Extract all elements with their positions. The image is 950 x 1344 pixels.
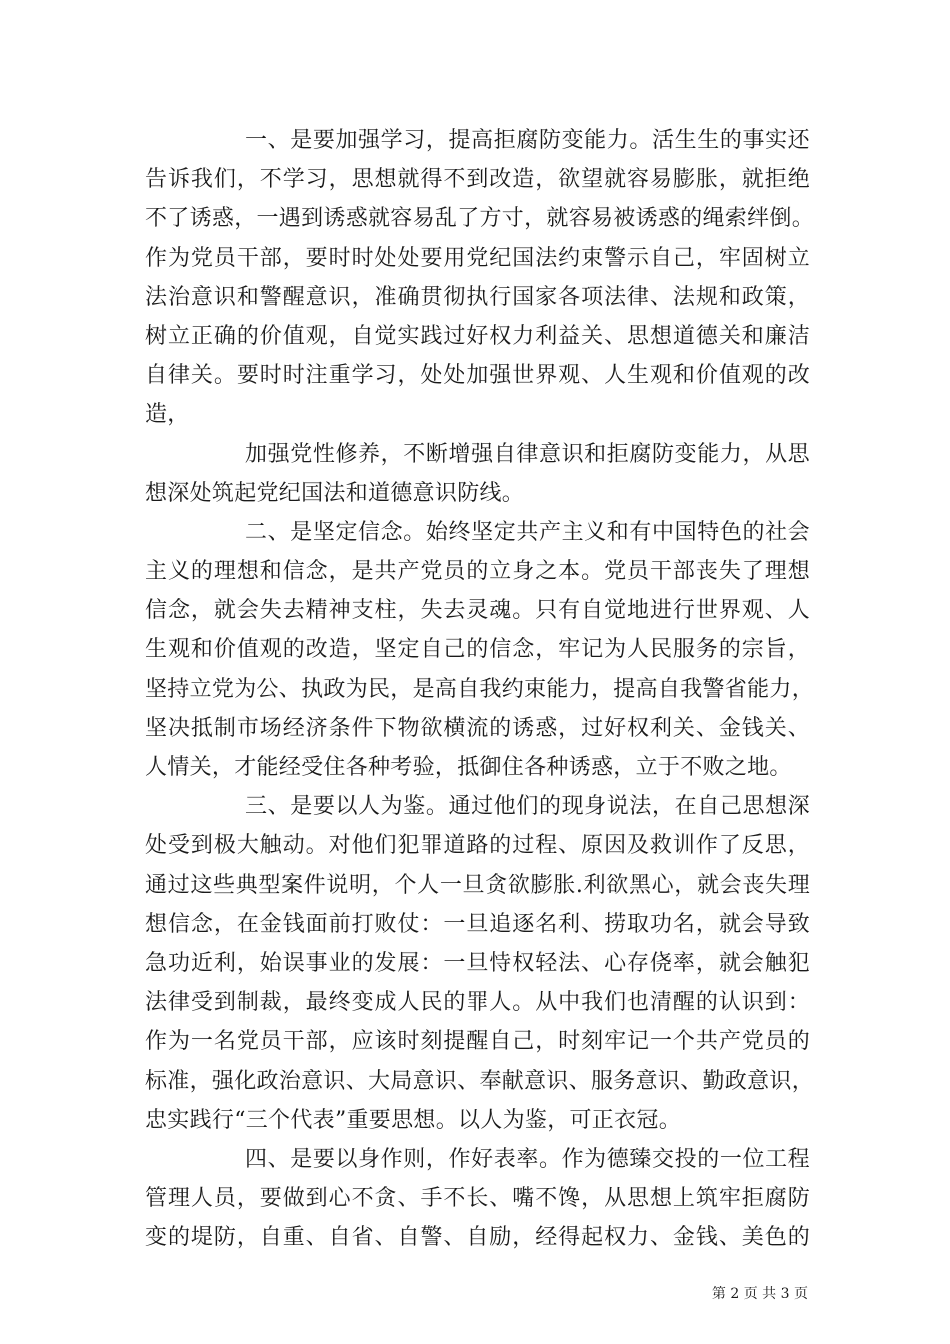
text-line: 造，: [145, 402, 190, 428]
paragraph-2: [145, 435, 810, 513]
text-line: 坚决抵制市场经济条件下物欲横流的诱惑，过好权利关、金钱关、: [145, 715, 810, 741]
text-line: 通过这些典型案件说明，个人一旦贪欲膨胀.利欲黑心，就会丧失理: [145, 872, 810, 898]
text-line: 树立正确的价值观，自觉实践过好权力利益关、思想道德关和廉洁: [145, 323, 810, 349]
text-line: 三、是要以人为鉴。通过他们的现身说法，在自己思想深: [245, 794, 810, 820]
text-line: 标准，强化政治意识、大局意识、奉献意识、服务意识、勤政意识，: [145, 1068, 815, 1094]
text-line: 法律受到制裁，最终变成人民的罪人。从中我们也清醒的认识到：: [145, 990, 810, 1016]
page-footer: 第 2 页 共 3 页: [711, 1286, 808, 1302]
text-line: 四、是要以身作则，作好表率。作为德臻交投的一位工程: [245, 1146, 810, 1172]
text-line: 二、是坚定信念。始终坚定共产主义和有中国特色的社会: [245, 519, 810, 545]
text-line: 作为一名党员干部，应该时刻提醒自己，时刻牢记一个共产党员的: [145, 1029, 810, 1055]
text-line: 变的堤防，自重、自省、自警、自励，经得起权力、金钱、美色的: [145, 1225, 810, 1251]
text-line: 信念，就会失去精神支柱，失去灵魂。只有自觉地进行世界观、人: [145, 598, 810, 624]
paragraph-1: [145, 121, 815, 435]
document-body: [145, 121, 815, 1257]
text-line: 一、是要加强学习，提高拒腐防变能力。活生生的事实还: [245, 128, 810, 153]
text-line: 法治意识和警醒意识，准确贯彻执行国家各项法律、法规和政策，: [145, 284, 810, 310]
text-line: 人情关，才能经受住各种考验，抵御住各种诱惑，立于不败之地。: [145, 755, 792, 780]
text-line: 加强党性修养，不断增强自律意识和拒腐防变能力，从思: [245, 441, 810, 467]
text-line: 不了诱惑，一遇到诱惑就容易乱了方寸，就容易被诱惑的绳索绊倒。: [145, 206, 815, 232]
text-line: 管理人员，要做到心不贪、手不长、嘴不馋，从思想上筑牢拒腐防: [145, 1186, 810, 1212]
text-line: 作为党员干部，要时时处处要用党纪国法约束警示自己，牢固树立: [145, 245, 810, 271]
text-line: 忠实践行“三个代表”重要思想。以人为鉴，可正衣冠。: [145, 1107, 681, 1133]
text-line: 想信念，在金钱面前打败仗：一旦追逐名利、捞取功名，就会导致: [145, 911, 810, 937]
text-line: 告诉我们，不学习，思想就得不到改造，欲望就容易膨胀，就拒绝: [145, 167, 810, 193]
paragraph-5: [145, 1140, 810, 1258]
text-line: 处受到极大触动。对他们犯罪道路的过程、原因及救训作了反思，: [145, 833, 810, 859]
text-line: 急功近利，始误事业的发展：一旦恃权轻法、心存侥率，就会触犯: [145, 950, 810, 976]
paragraph-4: [145, 787, 815, 1140]
text-line: 自律关。要时时注重学习，处处加强世界观、人生观和价值观的改: [145, 363, 810, 389]
paragraph-3: [145, 513, 815, 787]
text-line: 生观和价值观的改造，坚定自己的信念，牢记为人民服务的宗旨，: [145, 637, 810, 663]
text-line: 坚持立党为公、执政为民，是高自我约束能力，提高自我警省能力，: [145, 676, 815, 702]
text-line: 想深处筑起党纪国法和道德意识防线。: [145, 480, 525, 506]
text-line: 主义的理想和信念，是共产党员的立身之本。党员干部丧失了理想: [145, 559, 810, 585]
